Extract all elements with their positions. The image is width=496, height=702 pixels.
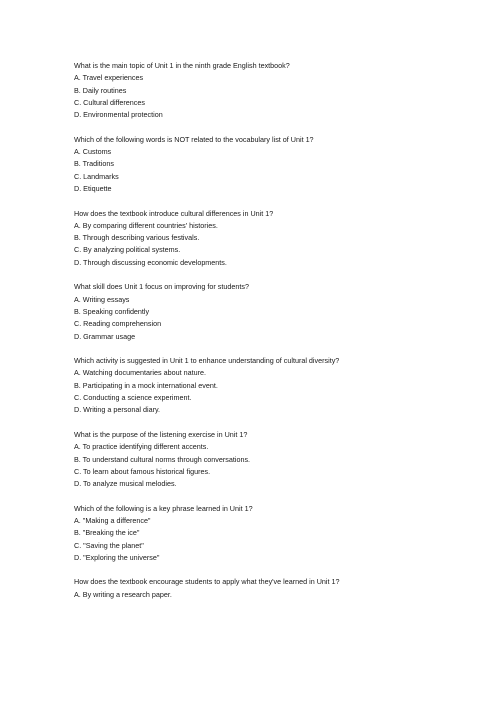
option-b: B. Traditions xyxy=(74,159,114,169)
question-7 xyxy=(74,503,474,564)
option-c: C. "Saving the planet" xyxy=(74,540,144,550)
question-3 xyxy=(74,208,474,269)
question-2 xyxy=(74,134,474,195)
option-b: B. To understand cultural norms through conversations. xyxy=(74,454,251,464)
option-b: B. "Breaking the ice" xyxy=(74,528,140,538)
option-a: A. Customs xyxy=(74,147,112,157)
question-8 xyxy=(74,576,474,601)
option-a: A. Writing essays xyxy=(74,294,130,304)
option-a: A. Watching documentaries about nature. xyxy=(74,368,206,378)
question-text: How does the textbook encourage students to apply what they've learned in Unit 1? xyxy=(74,577,340,587)
option-d: D. Grammar usage xyxy=(74,331,136,341)
option-a: A. By writing a research paper. xyxy=(74,589,172,599)
option-c: C. Cultural differences xyxy=(74,97,145,107)
option-d: D. Writing a personal diary. xyxy=(74,405,161,415)
question-5 xyxy=(74,355,474,416)
question-text: Which activity is suggested in Unit 1 to enhance understanding of cultural diversity? xyxy=(74,356,340,366)
option-c: C. Landmarks xyxy=(74,171,119,181)
option-c: C. By analyzing political systems. xyxy=(74,245,181,255)
option-a: A. By comparing different countries' histories. xyxy=(74,220,218,230)
option-d: D. To analyze musical melodies. xyxy=(74,479,177,489)
document-page xyxy=(74,60,474,613)
question-text: What skill does Unit 1 focus on improving for students? xyxy=(74,282,249,292)
question-4 xyxy=(74,281,474,342)
question-text: What is the main topic of Unit 1 in the ninth grade English textbook? xyxy=(74,61,290,70)
question-1 xyxy=(74,60,474,121)
question-6 xyxy=(74,429,474,490)
question-text: Which of the following words is NOT related to the vocabulary list of Unit 1? xyxy=(74,134,314,144)
option-d: D. Environmental protection xyxy=(74,110,163,120)
question-text: How does the textbook introduce cultural differences in Unit 1? xyxy=(74,208,274,218)
option-a: A. Travel experiences xyxy=(74,73,144,83)
option-a: A. To practice identifying different accents. xyxy=(74,442,209,452)
option-c: C. Reading comprehension xyxy=(74,319,162,329)
option-a: A. "Making a difference" xyxy=(74,515,151,525)
option-b: B. Daily routines xyxy=(74,85,127,95)
question-text: What is the purpose of the listening exercise in Unit 1? xyxy=(74,429,248,439)
option-b: B. Through describing various festivals. xyxy=(74,233,200,243)
option-c: C. To learn about famous historical figures. xyxy=(74,466,211,476)
option-d: D. "Exploring the universe" xyxy=(74,552,160,562)
option-b: B. Speaking confidently xyxy=(74,306,150,316)
option-c: C. Conducting a science experiment. xyxy=(74,393,192,403)
question-text: Which of the following is a key phrase learned in Unit 1? xyxy=(74,503,253,513)
option-d: D. Through discussing economic developments. xyxy=(74,257,227,267)
option-b: B. Participating in a mock international event. xyxy=(74,380,218,390)
option-d: D. Etiquette xyxy=(74,183,112,193)
